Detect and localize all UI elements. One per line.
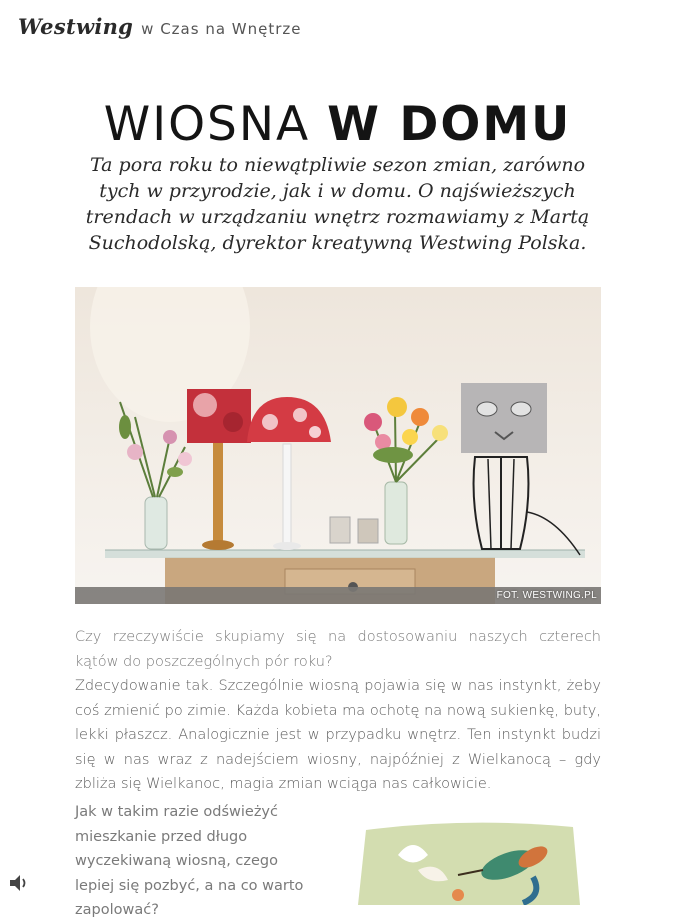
pillow-illustration <box>358 815 580 905</box>
question-2: Jak w takim razie odświeżyć mieszkanie przed długo wyczekiwaną wiosną, czego lepiej się pozbyć, a na co warto zapolować? <box>75 804 304 918</box>
question-1: Czy rzeczywiście skupiamy się na dostosowaniu naszych czterech kątów do poszczególnych pór roku? <box>75 629 601 670</box>
title-part2: W DOMU <box>327 97 572 153</box>
speaker-glyph <box>8 872 30 894</box>
answer-1: Zdecydowanie tak. Szczególnie wiosną pojawia się w nas instynkt, żeby coś zmienić po zimie. Każda kobieta ma ochotę na nową sukienkę, buty, lekki płaszcz. Analogicznie jest w przypadku wnętrz. Ten instynkt budzi się w nas wraz z nadejściem wiosny, najpóźniej z Wielkanocą – gdy zbliża się Wielkanoc, magia zmian wciąga nas całkowicie. <box>75 678 601 792</box>
photo-illustration <box>75 287 601 604</box>
title-part1: WIOSNA <box>103 97 328 153</box>
speaker-icon[interactable] <box>8 872 30 894</box>
pillow-photo <box>358 815 580 905</box>
section-name: w Czas na Wnętrze <box>141 20 302 38</box>
brand-logo: Westwing <box>18 14 134 39</box>
header <box>18 14 302 44</box>
photo-credit: FOT. WESTWING.PL <box>496 590 597 601</box>
lead-paragraph: Ta pora roku to niewątpliwie sezon zmian, zarówno tych w przyrodzie, jak i w domu. O najświeższych trendach w urządzaniu wnętrz rozmawiamy z Martą Suchodolską, dyrektor kreatywną Westwing Polska. <box>85 154 590 254</box>
page-title <box>0 95 675 155</box>
article-body <box>75 625 601 797</box>
article-photo <box>75 287 601 604</box>
